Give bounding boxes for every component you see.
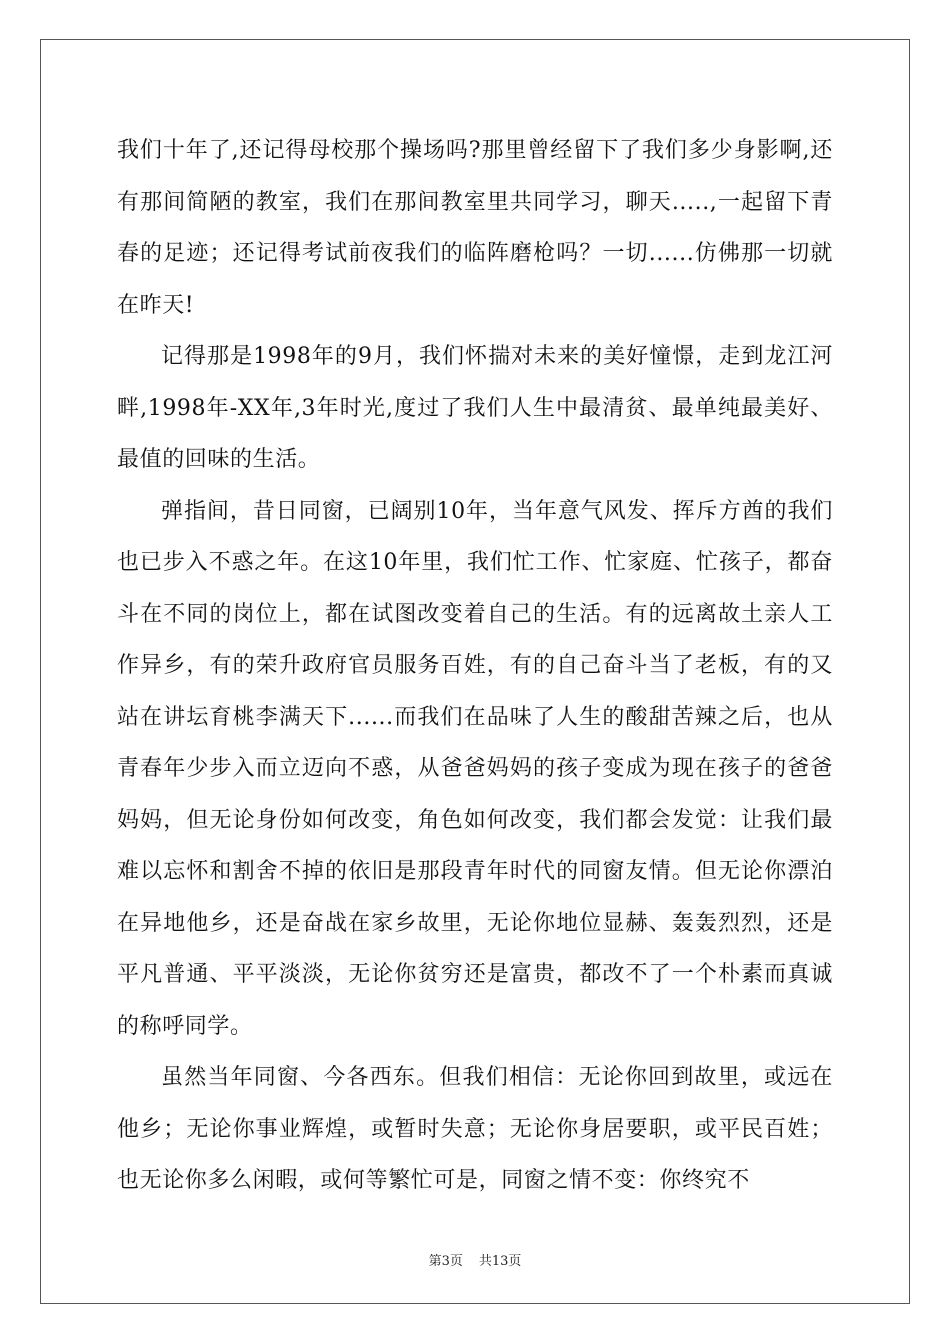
page-footer — [0, 1250, 950, 1269]
paragraph-1: 我们十年了,还记得母校那个操场吗?那里曾经留下了我们多少身影啊,还有那间简陋的教室，我们在那间教室里共同学习，聊天.....,一起留下青春的足迹；还记得考试前夜我们的临阵磨枪吗？一切......仿佛那一切就在昨天! — [117, 138, 833, 318]
current-page-label: 第3页 — [428, 1254, 463, 1269]
document-body — [117, 125, 833, 1207]
total-pages-label: 共13页 — [478, 1254, 522, 1269]
paragraph-4: 虽然当年同窗、今各西东。但我们相信：无论你回到故里，或远在他乡；无论你事业辉煌，或暂时失意；无论你身居要职，或平民百姓；也无论你多么闲暇，或何等繁忙可是，同窗之情不变：你终究不 — [117, 1065, 833, 1193]
paragraph-2: 记得那是1998年的9月，我们怀揣对未来的美好憧憬，走到龙江河畔,1998年-XX年,3年时光,度过了我们人生中最清贫、最单纯最美好、最值的回味的生活。 — [117, 344, 833, 472]
paragraph-3: 弹指间，昔日同窗，已阔别10年，当年意气风发、挥斥方酋的我们也已步入不惑之年。在这10年里，我们忙工作、忙家庭、忙孩子，都奋斗在不同的岗位上，都在试图改变着自己的生活。有的远离故土亲人工作异乡，有的荣升政府官员服务百姓，有的自己奋斗当了老板，有的又站在讲坛育桃李满天下......而我们在品味了人生的酸甜苦辣之后，也从青春年少步入而立迈向不惑，从爸爸妈妈的孩子变成为现在孩子的爸爸妈妈，但无论身份如何改变，角色如何改变，我们都会发觉：让我们最难以忘怀和割舍不掉的依旧是那段青年时代的同窗友情。但无论你漂泊在异地他乡，还是奋战在家乡故里，无论你地位显赫、轰轰烈烈，还是平凡普通、平平淡淡，无论你贫穷还是富贵，都改不了一个朴素而真诚的称呼同学。 — [117, 498, 833, 1039]
